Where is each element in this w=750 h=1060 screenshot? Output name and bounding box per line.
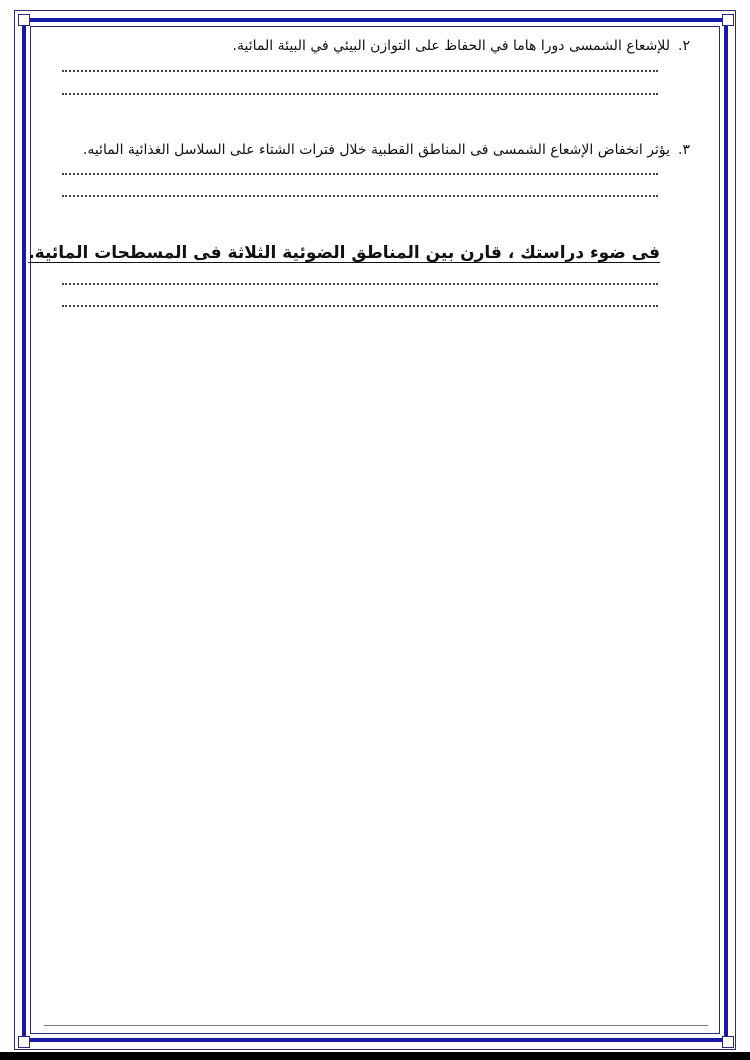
border-corner-bottom-right — [722, 1036, 734, 1048]
border-corner-bottom-left — [18, 1036, 30, 1048]
question-number: ٢. — [678, 38, 690, 54]
answer-line[interactable] — [62, 195, 658, 197]
question-2 — [62, 36, 690, 56]
question-text: للإشعاع الشمسى دورا هاما في الحفاظ على التوازن البيئي في البيئة المائية. — [232, 38, 671, 54]
answer-line[interactable] — [62, 173, 658, 175]
question-text: يؤثر انخفاض الإشعاع الشمسى فى المناطق القطبية خلال فترات الشتاء على السلاسل الغذائية المائيه. — [82, 142, 671, 158]
footer-divider — [44, 1025, 708, 1026]
border-corner-top-left — [18, 14, 30, 26]
border-corner-top-right — [722, 14, 734, 26]
answer-line[interactable] — [62, 93, 658, 95]
page-border-inner — [30, 26, 720, 1034]
answer-line[interactable] — [62, 305, 658, 307]
question-number: ٣. — [678, 142, 690, 158]
compare-heading: فى ضوء دراستك ، قارن بين المناطق الضوئية الثلاثة فى المسطحات المائية. — [28, 243, 660, 263]
answer-line[interactable] — [62, 70, 658, 72]
bottom-bar — [0, 1052, 750, 1060]
answer-line[interactable] — [62, 283, 658, 285]
question-3 — [62, 140, 690, 160]
